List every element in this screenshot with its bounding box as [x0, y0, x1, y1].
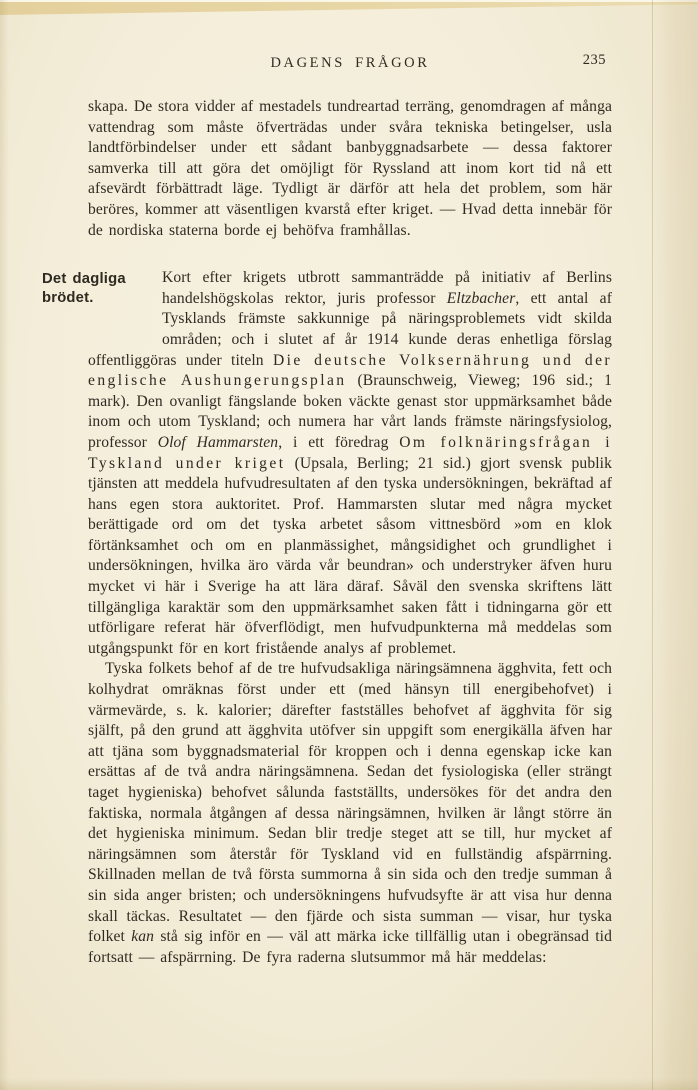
page-bottom-edge-shadow: [0, 1078, 698, 1090]
text-segment: stå sig inför en — väl att märka icke tillfällig utan i obegränsad tid fortsatt — afspärrning. De fyra raderna slutsummor må här meddelas:: [88, 928, 612, 966]
text-segment: , ett antal af Tysklands främste sakkunnige på näringsproblemets vidt skilda områden; och i slutet af år 1914 kunde deras enhetliga förslag offentliggöras under titeln: [88, 289, 612, 369]
text-segment: , i ett föredrag: [278, 433, 400, 451]
page-left-edge-shadow: [0, 0, 9, 1090]
side-heading-float: [42, 268, 162, 330]
paragraph-tyska-folkets-behof: [88, 659, 612, 968]
text-segment: (Upsala, Berling; 21 sid.) gjort svensk publik tjänsten att meddela hufvudresultaten af den tyska undersökningen, bekräftad af hans egen stora auktoritet. Prof. Hammarsten slutar med några mycket berättigade ord om det tyska arbetet såsom vittnesbörd »om en klok förtänksamhet och om en planmässighet, mångsidighet och grundlighet i undersökningen, hvilka äro värda vår beundran» och understryker äfven huru mycket vi här i Sverige ha att lära däraf. Såväl den svenska skriftens lätt tillgängliga karaktär som den uppmärksamhet saken fått i tidningarna gör ett utförligare referat här öfverflödigt, men hufvudpunkterna må meddelas som utgångspunkt för en kort fristående analys af problemet.: [88, 454, 612, 657]
page-header-row: [88, 54, 612, 72]
text-segment-italic-name: Eltzbacher: [446, 289, 516, 307]
text-segment: (Braunschweig, Vieweg; 196 sid.; 1 mark). Den ovanligt fängslande boken väckte genast stor uppmärksamhet både inom och utom Tyskland; och numera har vårt lands främste näringsfysiolog, professor: [88, 372, 612, 451]
page-number: 235: [582, 52, 606, 68]
text-segment-spaced-title: Om folknäringsfrågan i Tyskland under kriget: [88, 433, 612, 472]
text-segment-italic-name: Olof Hammarsten: [157, 433, 279, 451]
section-side-heading: Det dagliga brödet.: [42, 271, 126, 307]
text-segment-italic-emphasis: kan: [131, 928, 155, 946]
text-segment: Kort efter krigets utbrott sammanträdde på initiativ af Berlins handelshögskolas rektor, juris professor: [162, 269, 612, 307]
paragraph-continuation: [88, 97, 612, 241]
page-right-edge-shadow: [652, 0, 698, 1090]
page-top-edge-band: [0, 2, 698, 15]
running-header: DAGENS FRÅGOR: [270, 55, 430, 71]
text-segment-spaced-title: Die deutsche Volksernährung und der englische Aushungerungsplan: [88, 351, 613, 390]
page-body-text: [42, 97, 613, 968]
text-segment: skapa. De stora vidder af mestadels tundreartad terräng, genomdragen af många vattendrag som måste öfverträdas under svåra tekniska betingelser, usla landtförbindelser under ett sådant banbyggnadsarbete — dessa faktorer samverka till att göra det omöjligt för Ryssland att inom kort tid nå ett afsevärdt förbättradt läge. Tydligt är därför att hela det problem, som här beröres, kommer att väsentligen kvarstå efter kriget. — Hvad detta innebär för de nordiska staterna borde ej behöfva framhållas.: [88, 98, 612, 239]
text-segment: Tyska folkets behof af de tre hufvudsakliga näringsämnena ägghvita, fett och kolhydrat omräknas först under ett (med hänsyn till energibehofvet) i värmevärde, s. k. kalorier; därefter fastställes behofvet af ägghvita för sig själft, på den grund att ägghvita utöfver sin uppgift som energikälla äfven har att tjäna som byggnadsmaterial för kroppen och i denna egenskap icke kan ersättas af de två andra näringsämnena. Sedan det fysiologiska (eller strängt taget hygieniska) behofvet sålunda fastställts, undersökes för det andra den faktiska, normala åtgången af dessa näringsämnen, hvilken är långt större än det hygieniska minimum. Sedan blir tredje steget att se till, hur mycket af näringsämnen som återstår för Tyskland vid en fullständig afspärrning. Skillnaden mellan de två första summorna å sin sida och den tredje summan å sin sida anger bristen; och undersökningens hufvudsyfte är att visa hur denna skall täckas. Resultatet — den fjärde och sista summan — visar, hur tyska folket: [88, 660, 612, 946]
paragraph-det-dagliga-brodet: [42, 268, 613, 659]
